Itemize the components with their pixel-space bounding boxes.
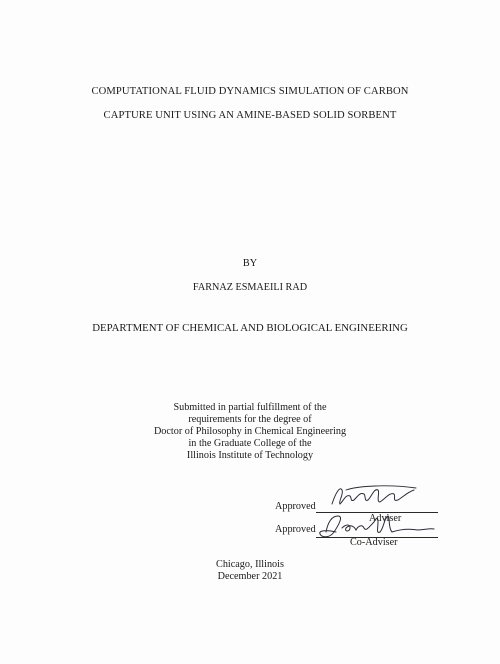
author-name: FARNAZ ESMAEILI RAD xyxy=(192,282,308,293)
submission-line-4: in the Graduate College of the xyxy=(188,438,312,449)
title-line-2: CAPTURE UNIT USING AN AMINE-BASED SOLID SORBENT xyxy=(103,110,397,121)
date: December 2021 xyxy=(217,571,283,582)
submission-line-5: Illinois Institute of Technology xyxy=(186,450,314,461)
submission-line-2: requirements for the degree of xyxy=(188,414,312,425)
approved-label-co-adviser: Approved xyxy=(275,524,316,535)
by-label: BY xyxy=(242,258,258,269)
approved-label-adviser: Approved xyxy=(275,501,316,512)
title-line-1: COMPUTATIONAL FLUID DYNAMICS SIMULATION OF CARBON xyxy=(91,86,409,97)
co-adviser-role: Co-Adviser xyxy=(350,537,398,548)
adviser-role: Adviser xyxy=(369,513,402,524)
location: Chicago, Illinois xyxy=(216,559,284,570)
submission-line-1: Submitted in partial fulfillment of the xyxy=(173,402,327,413)
department-name: DEPARTMENT OF CHEMICAL AND BIOLOGICAL ENGINEERING xyxy=(92,322,408,334)
submission-line-3: Doctor of Philosophy in Chemical Engineering xyxy=(153,426,347,437)
